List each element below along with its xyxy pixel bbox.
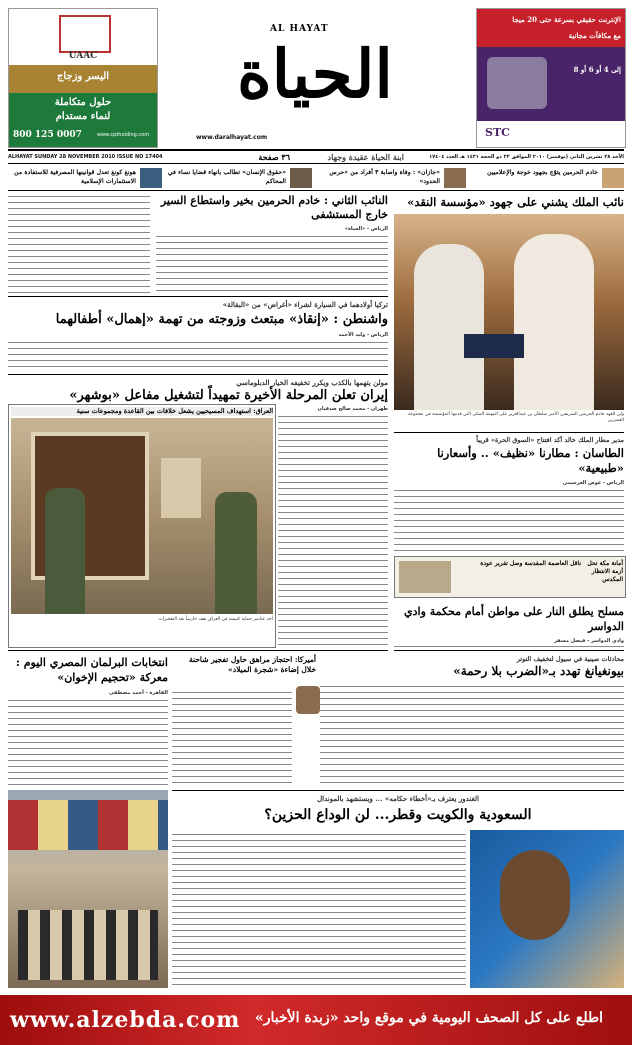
caption-s1: ولي العهد خادم الحرمين الشريفين الأمير سلطان بن عبدالعزيز على المهمة المثلى التي قدمها المؤسسة في مجموعة العشرين (408, 412, 624, 423)
box-text-1[interactable]: ناقل العاصمة المقدسة وصل تقرير عودة (480, 560, 581, 567)
s2-rule (8, 296, 388, 297)
ad-line-3: لنماء مستدام (55, 111, 111, 122)
body-s3 (8, 340, 388, 372)
document-folder (464, 334, 524, 358)
byline-s8: وادي الدواسر - فيصل مسفر (554, 638, 624, 644)
photo-s5 (11, 418, 273, 614)
ad-phone: 800 125 0007 (13, 130, 82, 140)
ad-podium-graphic (487, 57, 547, 109)
masthead-website[interactable]: www.daralhayat.com (196, 134, 268, 141)
headline-s3[interactable]: واشنطن : «إنقاذ» مبتعث وزوجته من تهمة «إهمال» أطفالهما (55, 312, 388, 327)
s1-rule (394, 432, 624, 433)
masthead-logo-latin: AL HAYAT (270, 24, 329, 34)
photo-s10 (296, 686, 320, 714)
s4-rule (8, 650, 388, 651)
teaser-text: «جازان» : وفاة واصابة ٣ أفراد من «حرس الحدود» (329, 169, 440, 185)
s3-rule (8, 374, 388, 375)
issue-line-en: ALHAYAT SUNDAY 28 NOVEMBER 2010 ISSUE NO 17404 (8, 154, 163, 160)
page-count: ٣٦ صفحة (258, 152, 290, 162)
body-s12 (172, 832, 466, 988)
teaser-thumb (290, 168, 312, 188)
body-s4 (278, 414, 388, 646)
headline-s6[interactable]: الطاسان : مطارنا «نظيف» .. وأسعارنا «طبيعية» (437, 446, 624, 475)
ad-brand: STC (485, 126, 510, 139)
headline-s8[interactable]: مسلح يطلق النار على مواطن أمام محكمة وادي الدواسر (404, 605, 624, 633)
caption-s5: أحد عناصر حماية كنيسة في العراق يقف حارساً بعد التفجيرات (158, 617, 273, 622)
iraq-box (8, 404, 276, 648)
teaser-item[interactable] (316, 166, 466, 190)
byline-s4: طهران - محمد صالح صدقيان (317, 406, 388, 412)
issue-line-ar: الأحد ٢٨ تشرين الثاني (نوفمبر) ٢٠١٠ الموافق ٢٢ ذو الحجة ١٤٣١ هـ العدد ١٧٤٠٤ (429, 154, 624, 160)
photo-s12 (470, 830, 624, 988)
kicker-s9: محادثات صينية في سيول لتخفيف التوتر (516, 655, 624, 663)
ad-line-3: إلى 4 أو 6 أو 8 (573, 65, 621, 74)
figure-left (414, 244, 484, 410)
ad-brand: UAAC (68, 51, 98, 61)
footer-slogan: اطلع على كل الصحف اليومية في موقع واحد «زبدة الأخبار» (254, 1010, 604, 1026)
poster (161, 458, 201, 518)
body-s11 (8, 698, 168, 786)
tagline: ابنة الحياة عقيدة وجهاد (327, 152, 404, 162)
kicker-s6: مدير مطار الملك خالد أكد افتتاح «السوق الحرة» قريباً (476, 436, 624, 444)
body-s10 (172, 690, 292, 786)
s2-photo-strip (8, 194, 150, 294)
ad-logo (59, 15, 111, 53)
byline-s2: الرياض - «الحياة» (344, 226, 388, 232)
headline-s2[interactable]: النائب الثاني : خادم الحرمين بخير واستطاع السير خارج المستشفى (160, 194, 388, 221)
body-s2 (156, 234, 388, 292)
title-s5[interactable]: العراق: استهداف المسيحيين يشعل خلافات بين القاعدة ومجموعات سنية (11, 407, 273, 416)
kicker-s12: الغندور يعترف بـ«أخطاء حكامه» ... ويستشهد بالموندال (317, 794, 479, 803)
body-s9 (320, 684, 624, 786)
byline-s3: الرياض - وليد الأحمد (338, 332, 388, 338)
ad-line-2: حلول متكاملة (54, 97, 112, 108)
teaser-thumb (140, 168, 162, 188)
date-rule (8, 163, 624, 164)
teaser-strip (8, 166, 624, 191)
kicker-s3: تركيا أولادهما في السيارة لشراء «أغراض» من «البقالة» (222, 300, 388, 309)
teaser-text: هونغ كونغ تعدل قوانينها المصرفية للاستفادة من الاستثمارات الإسلامية (14, 169, 136, 185)
ad-line-1: الإنترنت حقيقي بسرعة حتى 20 ميجا (512, 15, 621, 24)
s8-rule (394, 650, 624, 651)
soldier-left (45, 488, 85, 614)
s9-rule (172, 790, 624, 791)
headline-s4[interactable]: إيران تعلن المرحلة الأخيرة تمهيداً لتشغيل مفاعل «بوشهر» (69, 388, 388, 403)
box-photo (399, 561, 451, 593)
headline-s12[interactable]: السعودية والكويت وقطر... لن الوداع الحزين؟ (264, 807, 532, 823)
kicker-s10[interactable]: أميركا: احتجاز مراهق حاول تفجير شاحنة خلال إضاءة «شجرة الميلاد» (189, 655, 316, 674)
teaser-item[interactable] (166, 166, 312, 190)
masthead-rule (8, 149, 624, 151)
left-advertisement[interactable] (8, 8, 158, 148)
teaser-text: خادم الحرمين يتوّج بجهود خوجة والإعلاميين (487, 169, 598, 176)
box-text-2[interactable]: أمانة مكة تحل أزمة الانتظار المكدس (587, 560, 623, 583)
teaser-thumb (444, 168, 466, 188)
figure-right (514, 234, 594, 410)
byline-s6: الرياض - عوض العرشيني (562, 480, 624, 486)
footer-url[interactable]: www.alzebda.com (10, 1007, 241, 1033)
teaser-thumb (602, 168, 624, 188)
photo-cairo (8, 790, 168, 988)
headline-s9[interactable]: بيونغيانغ تهدد بـ«الضرب بلا رحمة» (453, 664, 624, 678)
player-face (500, 850, 570, 940)
teaser-item[interactable] (8, 166, 162, 190)
body-s6 (394, 488, 624, 552)
soldier-right (215, 492, 257, 614)
footer-banner[interactable] (0, 995, 632, 1045)
masthead-logo: الحياة (237, 35, 393, 113)
headline-s1[interactable]: نائب الملك يشني على جهود «مؤسسة النقد» (407, 195, 624, 209)
banners (8, 800, 168, 850)
photo-s1 (394, 214, 624, 410)
byline-s11: القاهرة - أحمد مصطفى (108, 690, 168, 696)
ad-url: www.cptholding.com (97, 132, 150, 138)
teaser-item[interactable] (470, 166, 624, 190)
teaser-text: «حقوق الإنسان» تطالب بانهاء قضايا نساء في المحاكم (167, 169, 286, 185)
mecca-box (394, 556, 626, 598)
kicker-s4: مولن يتهمها بالكذب ويكرر تخفيفه الخيار الدبلوماسي (236, 378, 388, 387)
ad-line-1: اليسر وزجاج (56, 71, 110, 82)
right-advertisement[interactable] (476, 8, 626, 148)
ad-line-2: مع مكافآت مجانية (568, 31, 621, 40)
headline-s11[interactable]: انتخابات البرلمان المصري اليوم : معركة «تحجيم الإخوان» (15, 656, 168, 684)
pedestrians (18, 910, 158, 980)
